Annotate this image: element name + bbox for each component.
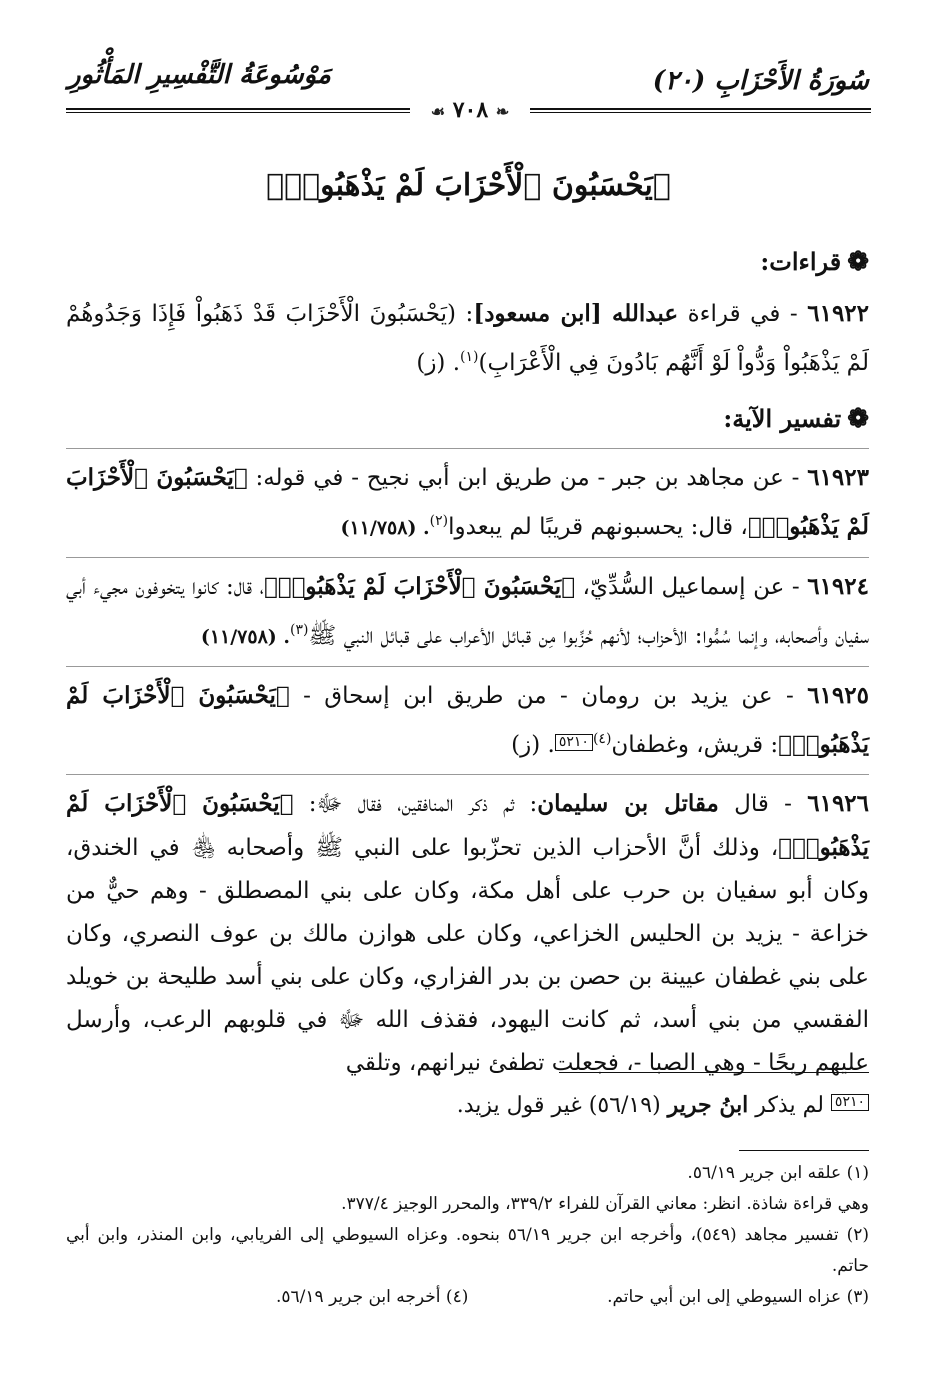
footnotes — [66, 1158, 869, 1313]
page-number-text: ٧٠٨ — [452, 97, 489, 123]
entry-prefix: - عن يزيد بن رومان - من طريق ابن إسحاق - — [289, 683, 808, 709]
footnote-1-continued: وهي قراءة شاذة. انظر: معاني القرآن للفراء ٣٣٩/٢، والمحرر الوجيز ٣٧٧/٤. — [341, 1194, 869, 1214]
flower-icon: ❁ — [847, 404, 869, 434]
entry-divider — [66, 448, 869, 449]
book-title: مَوْسُوعَةُ التَّفْسِيرِ المَأْثُورِ — [68, 60, 331, 90]
footnote-marker: (٣) — [290, 622, 309, 638]
footnote-marker: (٢) — [429, 513, 449, 529]
main-text — [66, 240, 869, 1085]
entry-number: ٦١٩٢٥ — [807, 682, 869, 709]
entry-text: : (يَحْسَبُونَ الْأَحْزَابَ قَدْ ذَهَبُواْ فَإِذَا وَجَدُوهُمْ لَمْ يَذْهَبُواْ وَدُّواْ لَوْ أَنَّهُم بَادُونَ فِي الْأَعْرَابِ) — [66, 301, 869, 376]
footnote-row — [66, 1282, 869, 1313]
footnote-marker: (٤) — [592, 731, 612, 747]
section-readings — [66, 240, 869, 284]
quran-quote: ﴿يَحْسَبُونَ ٱلْأَحْزَابَ لَمْ يَذْهَبُوا۟﴾ — [66, 682, 869, 758]
volume-ref: . (١١/٧٥٨) — [340, 517, 430, 539]
entry-61924 — [66, 565, 869, 659]
entry-prefix: - عن مجاهد بن جبر - من طريق ابن أبي نجيح - في قوله: — [247, 465, 808, 491]
ornament-icon: ❧ — [495, 102, 510, 121]
editor-note-name: ابنُ جرير — [667, 1092, 749, 1118]
section-tafsir — [66, 397, 869, 441]
footnote-1: (١) علقه ابن جرير ٥٦/١٩. — [687, 1163, 869, 1183]
narrator-name: عبدالله [ابن مسعود] — [473, 300, 679, 327]
volume-ref: . (١١/٧٥٨) — [200, 626, 291, 648]
flower-icon: ❁ — [847, 247, 869, 277]
footnote-2: (٢) تفسير مجاهد (٥٤٩)، وأخرجه ابن جرير ٥٦/١٩ بنحوه. وعزاه السيوطي إلى الفريابي، وابن المنذر، وابن أبي حاتم. — [66, 1225, 869, 1276]
entry-number: ٦١٩٢٣ — [807, 464, 869, 491]
entry-number: ٦١٩٢٢ — [807, 300, 870, 327]
surah-title: سُورَةُ الأَحْزَابِ (٢٠) — [652, 66, 869, 96]
entry-61926 — [66, 782, 869, 1085]
entry-prefix: - عن إسماعيل السُّدِّيّ، — [575, 574, 808, 600]
verse-heading: ﴿يَحْسَبُونَ ٱلْأَحْزَابَ لَمْ يَذْهَبُوا۟﴾ — [266, 168, 671, 203]
entry-number: ٦١٩٢٤ — [807, 573, 869, 600]
note-box: ٥٢١٠ — [831, 1094, 869, 1111]
narrator-name: مقاتل بن سليمان — [537, 790, 719, 817]
footnotes-rule — [739, 1150, 869, 1151]
entry-tail: . (ز) — [511, 732, 555, 758]
footnote-marker: (١) — [460, 349, 479, 365]
entry-prefix: - قال — [718, 791, 808, 817]
footnote-3: (٣) عزاه السيوطي إلى ابن أبي حاتم. — [607, 1287, 869, 1307]
entry-text-intro: : ثم ذكر المنافقين، فقال ﷻ: — [293, 791, 538, 817]
entry-prefix: - في قراءة — [678, 301, 808, 327]
section-readings-label: قراءات: — [760, 247, 842, 276]
entry-tail: . (ز) — [416, 350, 461, 376]
entry-divider — [66, 557, 869, 558]
entry-divider — [66, 774, 869, 775]
entry-61925 — [66, 674, 869, 767]
entry-text: ، قال: كانوا يتخوفون مجيء أبي سفيان وأصحابه، وإنما سُمُّوا: الأحزاب؛ لأنهم حُزِّبوا مِن قبائل الأعراب على قبائل النبي ﷺ — [66, 574, 869, 649]
footnote-4: (٤) أخرجه ابن جرير ٥٦/١٩. — [276, 1287, 469, 1307]
quran-quote: ﴿يَحْسَبُونَ ٱلْأَحْزَابَ لَمْ يَذْهَبُوا۟﴾ — [66, 790, 869, 861]
entry-divider — [66, 666, 869, 667]
entry-61923 — [66, 456, 869, 550]
page-number — [410, 95, 530, 125]
quran-quote: ﴿يَحْسَبُونَ ٱلْأَحْزَابَ لَمْ يَذْهَبُوا۟﴾ — [66, 464, 869, 540]
editor-note — [457, 1088, 869, 1123]
ornament-icon: ☙ — [430, 102, 446, 121]
quran-quote: ﴿يَحْسَبُونَ ٱلْأَحْزَابَ لَمْ يَذْهَبُوا۟﴾ — [263, 573, 576, 600]
entry-text: : قريش، وغطفان — [611, 732, 779, 758]
editor-note-text-end: (٥٦/١٩) غير قول يزيد. — [456, 1093, 668, 1118]
entry-number: ٦١٩٢٦ — [807, 790, 870, 817]
note-box: ٥٢١٠ — [555, 734, 593, 751]
editor-note-text: لم يذكر — [748, 1093, 831, 1118]
editor-note-rule — [559, 1072, 869, 1073]
section-tafsir-label: تفسير الآية: — [723, 404, 842, 433]
entry-61922 — [66, 292, 869, 385]
entry-text: ، وذلك أنَّ الأحزاب الذين تحزّبوا على النبي ﷺ وأصحابه ﵃ في الخندق، وكان أبو سفيان بن حرب على أهل مكة، وكان على بني المصطلق - وهم حيٌّ من خزاعة - يزيد بن الحليس الخزاعي، وكان على هوازن مالك بن عوف النصري، وكان على بني غطفان عيينة بن حصن بن بدر الفزاري، وكان على بني أسد طليحة بن خويلد الفقسي من بني أسد، ثم كانت اليهود، فقذف الله ﷻ في قلوبهم الرعب، وأرسل عليهم ريحًا - وهي الصبا -، فجعلت تطفئ نيرانهم، وتلقي — [66, 835, 869, 1076]
entry-text: ، قال: يحسبونهم قريبًا لم يبعدوا — [448, 514, 748, 540]
